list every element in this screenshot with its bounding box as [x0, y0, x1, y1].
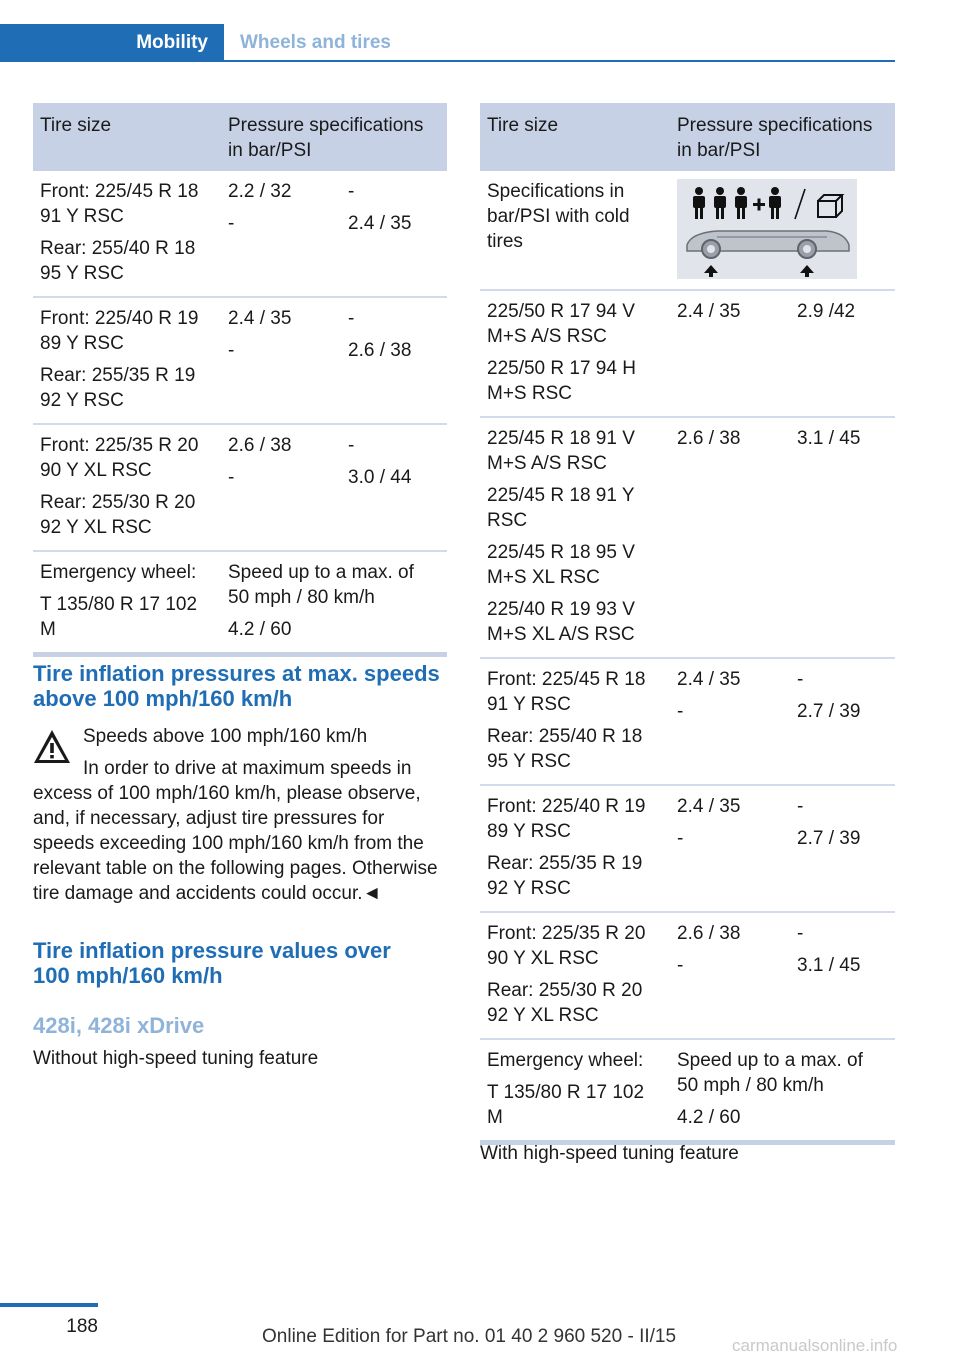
emergency-pressure-cell [670, 1039, 895, 1143]
pressure-value: 2.6 / 38 [677, 428, 741, 449]
vehicle-load-icon [677, 179, 857, 279]
tire-size-cell [480, 658, 670, 785]
pressure-value: 2.7 / 39 [797, 828, 861, 849]
table-row [480, 785, 895, 912]
heading-pressure-values: Tire inflation pressure values over 100 mph/160 km/h [33, 938, 391, 988]
pressure-value: 2.9 /42 [797, 301, 856, 322]
pressure-value: 2.6 / 38 [348, 340, 412, 361]
pressure-value: 2.4 / 35 [228, 308, 292, 329]
pressure-value: 2.4 / 35 [677, 301, 741, 322]
tab-wheels-and-tires[interactable] [224, 24, 391, 62]
pressure-value: 2.7 / 39 [797, 701, 861, 722]
pressure-value: - [348, 435, 355, 456]
tire-size-front: Front: 225/40 R 19 89 Y RSC [40, 308, 199, 354]
tire-size-rear: Rear: 255/30 R 20 92 Y XL RSC [487, 980, 643, 1026]
column-header-pressure: Pressure specifications in bar/PSI [221, 103, 447, 171]
tire-size-cell [480, 290, 670, 417]
pressure-value: 3.0 / 44 [348, 467, 412, 488]
tire-size: 225/45 R 18 91 V M+S A/S RSC [487, 428, 635, 474]
column-header-pressure: Pressure specifications in bar/PSI [670, 103, 895, 171]
tire-size-cell [33, 424, 221, 551]
column-header-tire-size: Tire size [33, 103, 221, 171]
pressure-value: 2.6 / 38 [228, 435, 292, 456]
table-row [480, 912, 895, 1039]
tire-size-rear: Rear: 255/40 R 18 95 Y RSC [487, 726, 643, 772]
table-row-spec-note [480, 171, 895, 290]
table-header-row [480, 103, 895, 171]
emergency-pressure: 4.2 / 60 [228, 619, 292, 640]
warning-body: excess of 100 mph/160 km/h, please observe, and, if necessary, adjust tire pressures for speeds exceeding 100 mph/160 km/h from the relevant table on the following pages. Otherwise tire damage and accidents could occur.◄ [33, 783, 438, 904]
tire-size-rear: Rear: 255/35 R 19 92 Y RSC [40, 365, 196, 411]
tire-size-front: Front: 225/40 R 19 89 Y RSC [487, 796, 646, 842]
model-heading: 428i, 428i xDrive [33, 1013, 205, 1038]
pressure-value: - [348, 308, 355, 329]
tire-size-cell [480, 785, 670, 912]
tire-size-rear: Rear: 255/30 R 20 92 Y XL RSC [40, 492, 196, 538]
pressure-cell-normal [670, 417, 790, 658]
pressure-cell-loaded [341, 171, 447, 297]
emergency-speed-note: Speed up to a max. of 50 mph / 80 km/h [677, 1050, 863, 1096]
note-without-tuning: Without high-speed tuning feature [33, 1048, 319, 1069]
pressure-cell-loaded [790, 290, 895, 417]
pressure-cell-normal [221, 424, 341, 551]
pressure-cell-normal [670, 290, 790, 417]
spec-note-cell: Specifications in bar/PSI with cold tires [480, 171, 670, 290]
heading-max-speed-pressures: Tire inflation pressures at max. speeds above 100 mph/160 km/h [33, 661, 440, 711]
table-row [480, 417, 895, 658]
tire-size-rear: Rear: 255/35 R 19 92 Y RSC [487, 853, 643, 899]
emergency-label: Emergency wheel: [487, 1050, 644, 1071]
column-header-tire-size: Tire size [480, 103, 670, 171]
pressure-value: 2.2 / 32 [228, 181, 292, 202]
edition-text: Online Edition for Part no. 01 40 2 960 520 - II/15 [262, 1326, 677, 1347]
warning-title: Speeds above 100 mph/160 km/h [83, 726, 368, 747]
pressure-cell-loaded [790, 785, 895, 912]
tire-size: 225/45 R 18 91 Y RSC [487, 485, 635, 531]
pressure-value: - [348, 181, 355, 202]
tire-size: 225/45 R 18 95 V M+S XL RSC [487, 542, 635, 588]
tire-size: 225/50 R 17 94 H M+S RSC [487, 358, 636, 404]
pressure-cell-normal [670, 785, 790, 912]
tire-size: 225/40 R 19 93 V M+S XL A/S RSC [487, 599, 635, 645]
tire-size-cell [480, 417, 670, 658]
warning-body-first-line: In order to drive at maximum speeds in [83, 758, 412, 779]
tire-pressure-table-right [480, 103, 895, 1145]
tire-size-cell [480, 912, 670, 1039]
pressure-value: - [797, 796, 804, 817]
pressure-cell-normal [221, 297, 341, 424]
table-row-emergency [480, 1039, 895, 1143]
tire-size-cell [480, 1039, 670, 1143]
load-icon-cell [670, 171, 895, 290]
emergency-pressure-cell [221, 551, 447, 655]
tire-size-cell [33, 297, 221, 424]
pressure-value: - [797, 923, 804, 944]
pressure-value: - [677, 701, 684, 722]
pressure-value: 3.1 / 45 [797, 955, 861, 976]
tire-size-front: Front: 225/45 R 18 91 Y RSC [487, 669, 646, 715]
pressure-value: - [228, 213, 235, 234]
tire-size: 225/50 R 17 94 V M+S A/S RSC [487, 301, 635, 347]
pressure-cell-normal [670, 912, 790, 1039]
tire-size-front: Front: 225/35 R 20 90 Y XL RSC [40, 435, 199, 481]
pressure-cell-loaded [341, 297, 447, 424]
pressure-value: 3.1 / 45 [797, 428, 861, 449]
emergency-tire-size: T 135/80 R 17 102 M [40, 594, 198, 640]
header-rule [224, 60, 895, 62]
table-row [480, 658, 895, 785]
table-row [33, 171, 447, 297]
emergency-tire-size: T 135/80 R 17 102 M [487, 1082, 645, 1128]
pressure-cell-loaded [790, 658, 895, 785]
table-row-emergency [33, 551, 447, 655]
pressure-cell-loaded [790, 417, 895, 658]
pressure-cell-normal [221, 171, 341, 297]
emergency-speed-note: Speed up to a max. of 50 mph / 80 km/h [228, 562, 414, 608]
pressure-cell-normal [670, 658, 790, 785]
table-row [480, 290, 895, 417]
pressure-cell-loaded [790, 912, 895, 1039]
tab-mobility[interactable] [0, 24, 224, 62]
note-with-tuning: With high-speed tuning feature [480, 1143, 739, 1164]
pressure-value: - [228, 340, 235, 361]
table-row [33, 297, 447, 424]
pressure-value: - [228, 467, 235, 488]
emergency-pressure: 4.2 / 60 [677, 1107, 741, 1128]
pressure-value: 2.4 / 35 [677, 669, 741, 690]
pressure-value: - [797, 669, 804, 690]
pressure-cell-loaded [341, 424, 447, 551]
table-row [33, 424, 447, 551]
pressure-value: 2.4 / 35 [677, 796, 741, 817]
table-header-row [33, 103, 447, 171]
tire-pressure-table-left [33, 103, 447, 657]
tire-size-front: Front: 225/45 R 18 91 Y RSC [40, 181, 199, 227]
tire-size-front: Front: 225/35 R 20 90 Y XL RSC [487, 923, 646, 969]
pressure-value: - [677, 828, 684, 849]
tire-size-cell [33, 171, 221, 297]
page-header [0, 24, 391, 62]
tab-wheels-label: Wheels and tires [240, 32, 391, 53]
tire-size-rear: Rear: 255/40 R 18 95 Y RSC [40, 238, 196, 284]
pressure-value: 2.6 / 38 [677, 923, 741, 944]
tire-size-cell [33, 551, 221, 655]
footer-rule [0, 1303, 98, 1307]
warning-triangle-icon [32, 727, 72, 767]
watermark: carmanualsonline.info [732, 1336, 898, 1355]
pressure-value: - [677, 955, 684, 976]
pressure-value: 2.4 / 35 [348, 213, 412, 234]
tab-mobility-label: Mobility [136, 32, 208, 53]
page-number: 188 [66, 1316, 98, 1337]
emergency-label: Emergency wheel: [40, 562, 197, 583]
